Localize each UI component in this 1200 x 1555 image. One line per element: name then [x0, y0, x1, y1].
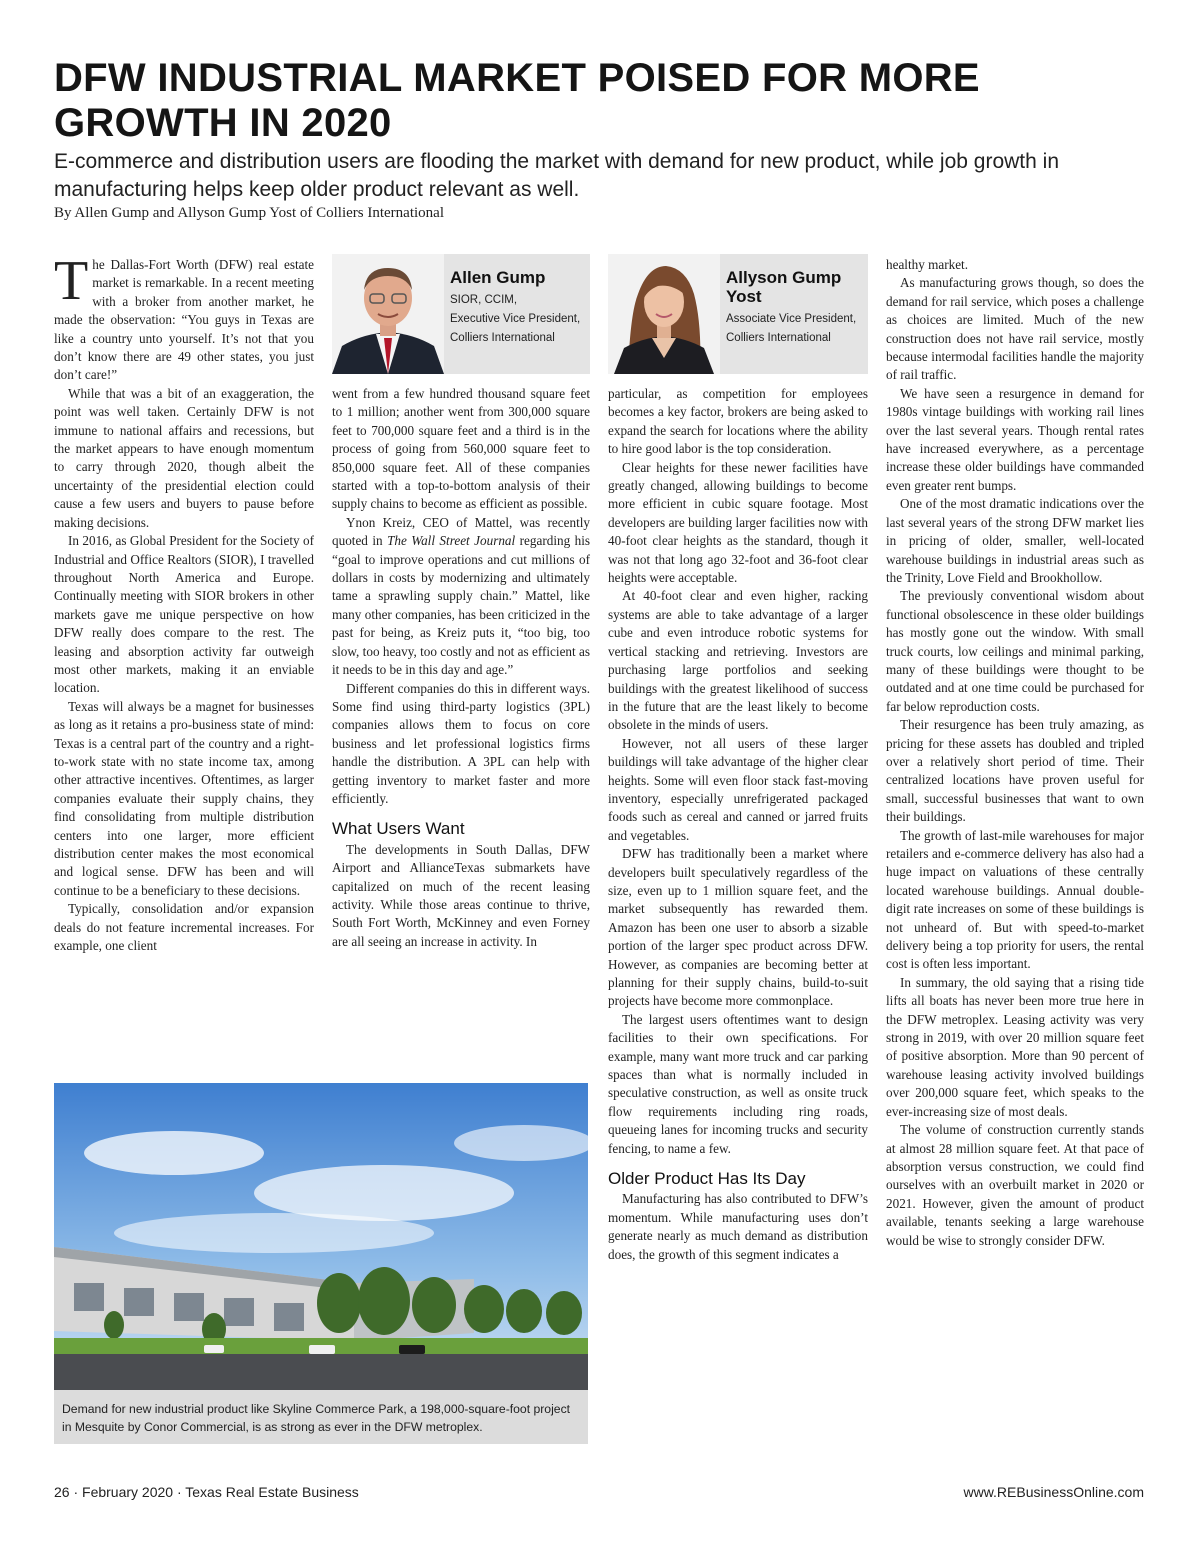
- article-subtitle: E-commerce and distribution users are flooding the market with demand for new product, while job growth in manufacturing helps keep older product relevant as well.: [54, 150, 1059, 201]
- paragraph: The volume of construction currently stands at almost 28 million square feet. At that pace of absorption versus construction, we could find ourselves with an overbuilt market in 2020 or 2021. However, given the amount of product available, tenants seeking a large warehouse would be wise to strongly consider DFW.: [886, 1122, 1144, 1248]
- author-photo: [332, 254, 444, 374]
- paragraph: went from a few hundred thousand square feet to 1 million; another went from 300,000 square feet to 700,000 square feet and a third is in the process of going from 560,000 square feet to 850,000 square feet. All of these companies started with a top-to-bottom analysis of their supply chains to become as efficient as possible.: [332, 386, 590, 512]
- author-photo: [608, 254, 720, 374]
- column-4: [886, 256, 1144, 1250]
- column-2: [332, 385, 590, 951]
- author-credentials: SIOR, CCIM,: [450, 294, 518, 306]
- paragraph: At 40-foot clear and even higher, racking systems are able to take advantage of a larger cube and even introduce robotic systems for vertical stacking and retrieving. Investors are purchasing large portfolios and seeking buildings with the greatest likelihood of success in the future that are the least likely to become obsolete in the minds of users.: [608, 588, 868, 733]
- paragraph: We have seen a resurgence in demand for 1980s vintage buildings with working rail lines over the last several years. Though rental rates have increased everywhere, as a percentage increase these older buildings have commanded even greater rent bumps.: [886, 385, 1144, 493]
- paragraph: The growth of last-mile warehouses for major retailers and e-commerce delivery has also had a huge impact on valuations of these centrally located warehouse buildings. Annual double-digit rate increases on some of these buildings is not unheard of. But with speed-to-market delivery being a top priority for users, the rental cost is often less important.: [886, 827, 1144, 972]
- paragraph: One of the most dramatic indications over the last several years of the strong DFW market lies in pricing of older, smaller, well-located warehouse buildings in industrial areas such as the Trinity, Love Field and Brookhollow.: [886, 496, 1144, 585]
- section-heading: What Users Want: [332, 819, 465, 839]
- paragraph: healthy market.: [886, 257, 969, 272]
- paragraph: The previously conventional wisdom about functional obsolescence in these older buildings has mostly gone out the window. With small truck courts, low ceilings and minimal parking, many of these buildings were thought to be outdated and at one time could be purchased for far below reproduction costs.: [886, 588, 1144, 714]
- author-info: [444, 254, 580, 374]
- paragraph: Manufacturing has also contributed to DFW’s momentum. While manufacturing uses don’t generate nearly as much demand as distribution does, the growth of this segment indicates a: [608, 1191, 868, 1262]
- drop-cap: T: [54, 250, 89, 312]
- author-bio-allen-gump: [332, 254, 590, 374]
- paragraph: In 2016, as Global President for the Society of Industrial and Office Realtors (SIOR), I travelled throughout North America and Europe. Continually meeting with SIOR brokers in other markets gave me unique perspective on how DFW really does compare to the rest. The leasing and absorption activity far outweigh most other markets, making it an enviable location.: [54, 533, 314, 696]
- building-photo: [54, 1083, 588, 1390]
- author-role: Associate Vice President,: [726, 313, 857, 325]
- author-bio-allyson-gump-yost: [608, 254, 868, 374]
- publication-title: The Wall Street Journal: [387, 533, 516, 549]
- paragraph: The Dallas-Fort Worth (DFW) real estate market is remarkable. In a recent meeting with a broker from another market, he made the observation: “You guys in Texas are like a country unto yourself. It’s not that you don’t know there are 49 other states, you just don’t care!”: [54, 250, 314, 383]
- author-role: Executive Vice President,: [450, 313, 581, 325]
- paragraph: The largest users oftentimes want to design facilities to their own specifications. For example, many want more truck and car parking spaces than what is normally included in speculative construction, as well as onsite truck flow requirements including ring roads, queueing lanes for incoming trucks and security fencing, to name a few.: [608, 1011, 868, 1156]
- paragraph: While that was a bit of an exaggeration, the point was well taken. Certainly DFW is not immune to national affairs and recessions, but the market appears to have enough momentum to carry through 2020, though albeit the uncertainty of the presidential election could cause a few users and buyers to pause before making decisions.: [54, 385, 314, 530]
- article-title: DFW INDUSTRIAL MARKET POISED FOR MORE GROWTH IN 2020: [54, 56, 980, 145]
- section-heading: Older Product Has Its Day: [608, 1169, 806, 1189]
- paragraph: Clear heights for these newer facilities have greatly changed, allowing buildings to become more efficient in cubic square footage. Most developers are building larger facilities now with 40-foot clear heights as the standard, though it was not that long ago 32-foot and 36-foot clear heights were acceptable.: [608, 459, 868, 586]
- author-name: Allyson Gump Yost: [726, 268, 842, 306]
- paragraph: The developments in South Dallas, DFW Airport and AllianceTexas submarkets have capitalized on much of the recent leasing activity. While those areas continue to thrive, South Fort Worth, McKinney and even Forney are all seeing an increase in activity. In: [332, 841, 590, 949]
- paragraph: DFW has traditionally been a market where developers built speculatively regardless of the size, even up to 1 million square feet, and the market subsequently has rewarded them. Amazon has been one user to absorb a sizable portion of the larger spec product across DFW. However, as companies are becoming better at planning for their supply chains, build-to-suit projects have become more commonplace.: [608, 846, 868, 1009]
- author-name: Allen Gump: [450, 268, 546, 287]
- footer-website: www.REBusinessOnline.com: [963, 1484, 1144, 1500]
- paragraph: In summary, the old saying that a rising tide lifts all boats has never been more true here in the DFW metroplex. Leasing activity was very strong in 2019, with over 20 million square feet of positive absorption. More than 90 percent of warehouse leasing activity involved buildings over 200,000 square feet, which speaks to the ever-increasing size of most deals.: [886, 974, 1144, 1119]
- column-1: [54, 250, 314, 955]
- footer-left: 26 · February 2020 · Texas Real Estate Business: [54, 1484, 359, 1500]
- paragraph: particular, as competition for employees becomes a key factor, brokers are being asked to expand the search for locations where the ability to hire good labor is the top consideration.: [608, 386, 868, 457]
- author-company: Colliers International: [726, 332, 831, 344]
- author-info: [720, 254, 866, 374]
- photo-caption: Demand for new industrial product like Skyline Commerce Park, a 198,000-square-foot project in Mesquite by Conor Commercial, is as strong as ever in the DFW metroplex.: [54, 1390, 588, 1444]
- paragraph: Texas will always be a magnet for businesses as long as it retains a pro-business state of mind: Texas is a central part of the country and a right-to-work state with no state income tax, among other attractive incentives. Oftentimes, as larger companies evaluate their supply chains, they find consolidating from multiple distribution centers into one larger, more efficient distribution center makes the most economical and logical sense. DFW has been and will continue to be a beneficiary to these decisions.: [54, 698, 314, 898]
- author-company: Colliers International: [450, 332, 555, 344]
- paragraph: Typically, consolidation and/or expansion deals do not feature incremental increases. For example, one client: [54, 901, 314, 954]
- paragraph: Ynon Kreiz, CEO of Mattel, was recently quoted in The Wall Street Journal regarding his “goal to improve operations and cut millions of dollars in costs by modernizing and ultimately tame a sprawling supply chain.” Mattel, like many other companies, has been criticized in the past for being, as Kreiz puts it, “too big, too slow, too heavy, too costly and not as efficient as it needs to be in this day and age.”: [332, 514, 591, 678]
- byline: By Allen Gump and Allyson Gump Yost of Colliers International: [54, 205, 444, 221]
- paragraph: Their resurgence has been truly amazing, as pricing for these assets has doubled and tripled over a relatively short period of time. Their centralized locations have proven useful for small, successful businesses that want to own their buildings.: [886, 717, 1144, 825]
- paragraph: As manufacturing grows though, so does the demand for rail service, which poses a challenge as choices are limited. Much of the new construction does not have rail service, mostly because intermodal facilities handle the majority of rail traffic.: [886, 275, 1144, 383]
- paragraph: Different companies do this in different ways. Some find using third-party logistics (3PL) companies allows them to focus on core business and let professional logistics firms handle the distribution. A 3PL can help with getting inventory to market faster and more efficiently.: [332, 680, 590, 806]
- paragraph: However, not all users of these larger buildings will take advantage of the higher clear heights. Some will even floor stack fast-moving inventory, especially unrefrigerated packaged foods such as cereal and canned or jarred fruits and vegetables.: [608, 735, 868, 843]
- column-3: [608, 385, 868, 1264]
